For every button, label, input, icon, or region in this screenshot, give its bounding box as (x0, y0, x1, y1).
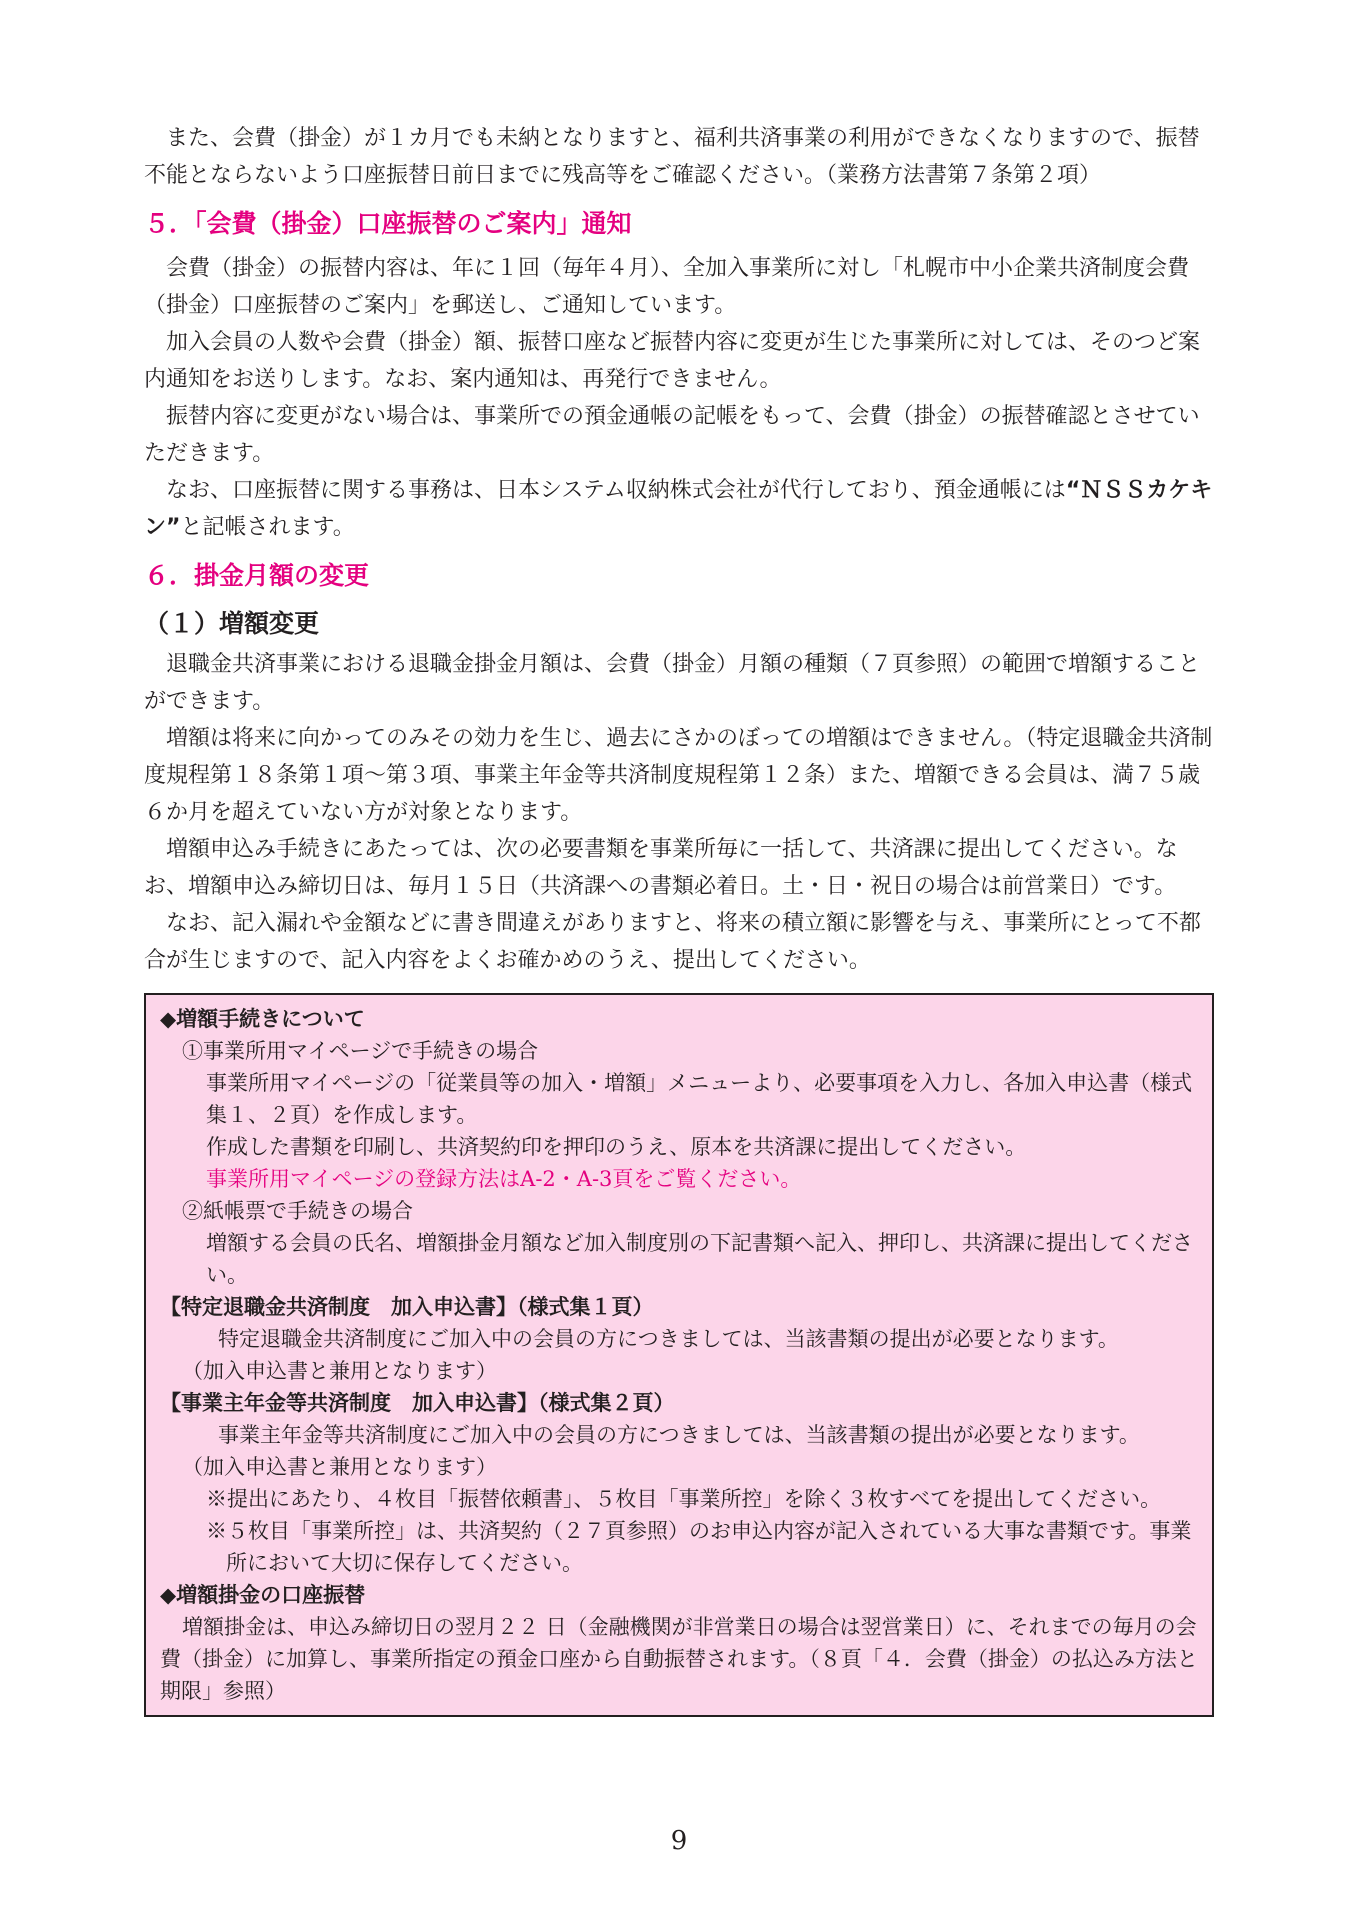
submission-note-1: ※提出にあたり、４枚目「振替依頼書」、５枚目「事業所控」を除く３枚すべてを提出してください。 (206, 1487, 1162, 1511)
page-content (144, 120, 1220, 1717)
page-number: 9 (670, 1826, 688, 1856)
section5-p4-post: と記帳されます。 (180, 515, 355, 540)
form1-note: （加入申込書と兼用となります） (182, 1359, 497, 1383)
section6-heading: ６．掛金月額の変更 (144, 561, 370, 590)
section5-p4-pre: なお、口座振替に関する事務は、日本システム収納株式会社が代行しており、預金通帳には (166, 478, 1066, 503)
nss-kakekin-label: “ＮＳＳカケキン” (144, 478, 1213, 540)
box-item-mypage-text: 事業所用マイページの「従業員等の加入・増額」メニューより、必要事項を入力し、各加入申込書（様式集１、２頁）を作成します。 (206, 1071, 1193, 1127)
box-item-mypage: ①事業所用マイページで手続きの場合 (182, 1039, 539, 1063)
section5-paragraph-4 (144, 472, 1220, 546)
section5-paragraph-3: 振替内容に変更がない場合は、事業所での預金通帳の記帳をもって、会費（掛金）の振替確認とさせていただきます。 (144, 404, 1200, 466)
section5-paragraph-1: 会費（掛金）の振替内容は、年に１回（毎年４月）、全加入事業所に対し「札幌市中小企業共済制度会費（掛金）口座振替のご案内」を郵送し、ご通知しています。 (144, 256, 1190, 318)
intro-paragraph: また、会費（掛金）が１カ月でも未納となりますと、福利共済事業の利用ができなくなりますので、振替不能とならないよう口座振替日前日までに残高等をご確認ください。（業務方法書第７条第２項） (144, 126, 1200, 188)
section6-paragraph-4: なお、記入漏れや金額などに書き間違えがありますと、将来の積立額に影響を与え、事業所にとって不都合が生じますので、記入内容をよくお確かめのうえ、提出してください。 (144, 911, 1201, 973)
submission-note-2: ※５枚目「事業所控」は、共済契約（２７頁参照）のお申込内容が記入されている大事な書類です。事業所において大切に保存してください。 (206, 1519, 1192, 1575)
box-title-transfer: ◆増額掛金の口座振替 (160, 1583, 366, 1607)
box-item-paper: ②紙帳票で手続きの場合 (182, 1199, 413, 1223)
section6-subheading-increase: （１）増額変更 (144, 609, 320, 638)
section6-paragraph-3: 増額申込み手続きにあたっては、次の必要書類を事業所毎に一括して、共済課に提出してください。なお、増額申込み締切日は、毎月１５日（共済課への書類必着日。土・日・祝日の場合は前営業日）です。 (144, 837, 1178, 899)
box-item-mypage-registration-note: 事業所用マイページの登録方法はA-2・A-3頁をご覧ください。 (206, 1167, 802, 1191)
box-item-paper-text: 増額する会員の氏名、増額掛金月額など加入制度別の下記書類へ記入、押印し、共済課に提出してください。 (206, 1231, 1193, 1287)
section5-heading: ５．「会費（掛金）口座振替のご案内」通知 (144, 209, 632, 238)
form2-note: （加入申込書と兼用となります） (182, 1455, 497, 1479)
box-item-mypage-text-2: 作成した書類を印刷し、共済契約印を押印のうえ、原本を共済課に提出してください。 (206, 1135, 1027, 1159)
form2-title: 【事業主年金等共済制度 加入申込書】（様式集２頁） (160, 1391, 675, 1415)
form1-text: 特定退職金共済制度にご加入中の会員の方につきましては、当該書類の提出が必要となります。 (218, 1327, 1119, 1351)
section6-paragraph-1: 退職金共済事業における退職金掛金月額は、会費（掛金）月額の種類（７頁参照）の範囲で増額することができます。 (144, 652, 1201, 714)
procedure-info-box (144, 993, 1214, 1717)
form1-title: 【特定退職金共済制度 加入申込書】（様式集１頁） (160, 1295, 654, 1319)
section5-paragraph-2: 加入会員の人数や会費（掛金）額、振替口座など振替内容に変更が生じた事業所に対しては、そのつど案内通知をお送りします。なお、案内通知は、再発行できません。 (144, 330, 1201, 392)
form2-text: 事業主年金等共済制度にご加入中の会員の方につきましては、当該書類の提出が必要となります。 (218, 1423, 1140, 1447)
transfer-text: 増額掛金は、申込み締切日の翌月２２ 日（金融機関が非営業日の場合は翌営業日）に、それまでの毎月の会費（掛金）に加算し、事業所指定の預金口座から自動振替されます。（８頁「４．会費（掛金）の払込み方法と期限」参照） (160, 1615, 1198, 1703)
box-title-procedure: ◆増額手続きについて (160, 1007, 365, 1031)
section6-paragraph-2: 増額は将来に向かってのみその効力を生じ、過去にさかのぼっての増額はできません。（特定退職金共済制度規程第１８条第１項〜第３項、事業主年金等共済制度規程第１２条）また、増額できる会員は、満７５歳６か月を超えていない方が対象となります。 (144, 726, 1213, 825)
